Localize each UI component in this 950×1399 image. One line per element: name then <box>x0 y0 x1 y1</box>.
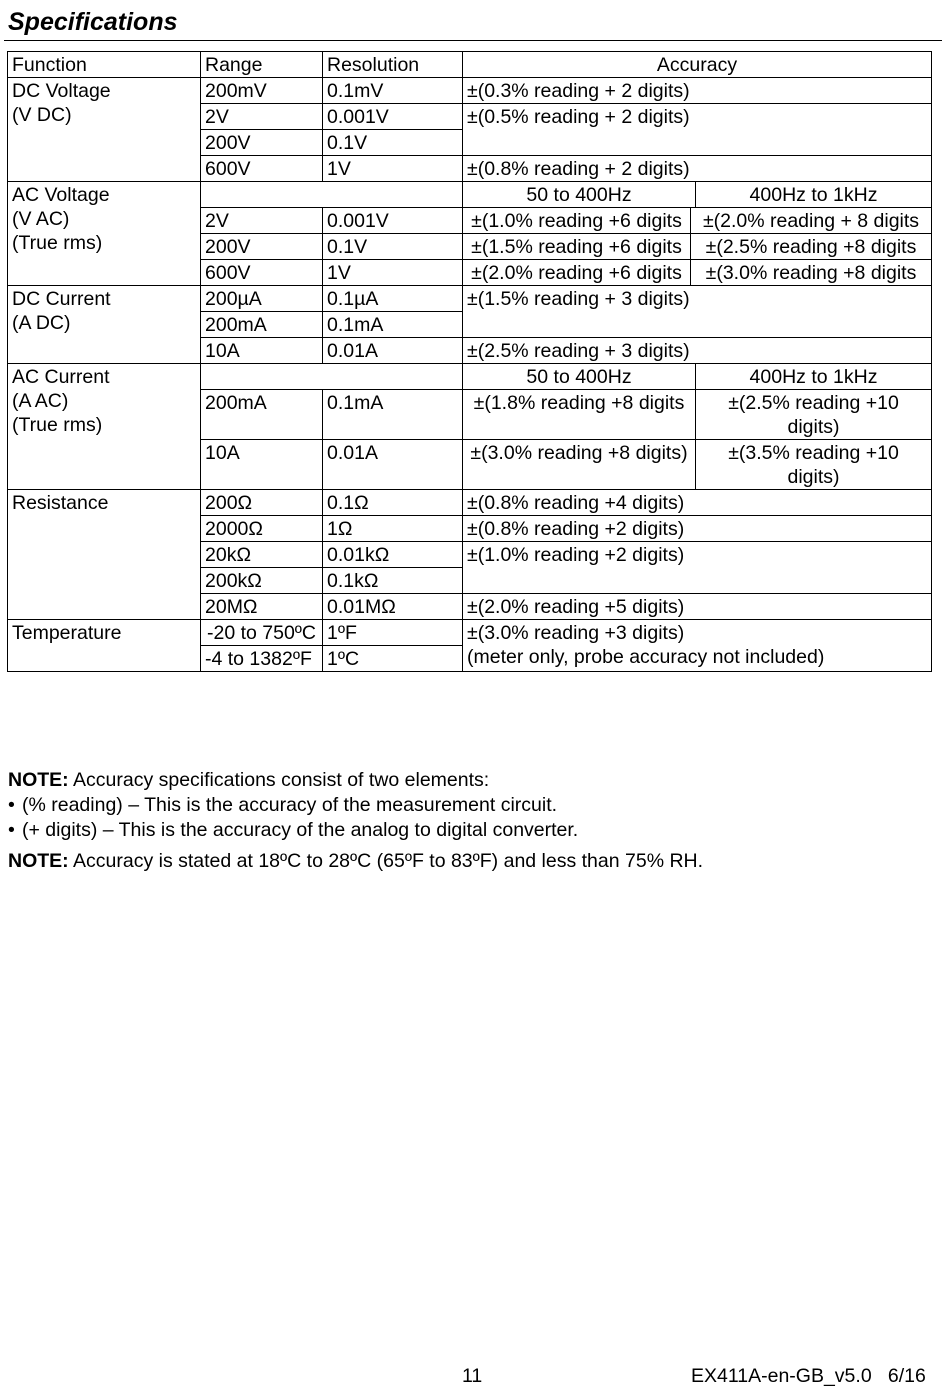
range-cell: 200Ω <box>201 490 323 516</box>
resolution-cell: 0.1kΩ <box>323 568 463 594</box>
frequency-band-high: 400Hz to 1kHz <box>696 364 932 390</box>
range-cell: 2000Ω <box>201 516 323 542</box>
table-row <box>8 364 932 390</box>
resolution-cell: 0.1V <box>323 130 463 156</box>
accuracy-cell: ±(0.3% reading + 2 digits) <box>463 78 932 104</box>
resolution-cell: 0.01A <box>323 338 463 364</box>
frequency-band-low: 50 to 400Hz <box>463 182 696 208</box>
accuracy-cell: ±(2.5% reading + 3 digits) <box>463 338 932 364</box>
resolution-cell: 0.001V <box>323 104 463 130</box>
accuracy-cell: ±(1.0% reading +2 digits) <box>463 542 932 594</box>
accuracy-low-cell: ±(3.0% reading +8 digits) <box>463 440 696 490</box>
note-text: Accuracy specifications consist of two elements: <box>68 769 490 791</box>
bullet-text: (+ digits) – This is the accuracy of the analog to digital converter. <box>22 819 579 841</box>
function-ac-current <box>8 364 201 490</box>
resolution-cell: 1V <box>323 156 463 182</box>
accuracy-cell: ±(0.8% reading +4 digits) <box>463 490 932 516</box>
accuracy-cell <box>463 620 932 672</box>
resolution-cell: 0.1µA <box>323 286 463 312</box>
document-id: EX411A-en-GB_v5.0 6/16 <box>691 1365 926 1387</box>
page-number: 11 <box>462 1365 483 1387</box>
bullet-icon: • <box>8 794 15 816</box>
accuracy-high-cell: ±(2.5% reading +8 digits <box>691 234 932 260</box>
range-cell: -20 to 750ºC <box>201 620 323 646</box>
function-ac-voltage <box>8 182 201 286</box>
resolution-cell: 0.01MΩ <box>323 594 463 620</box>
range-cell: 200mV <box>201 78 323 104</box>
function-dc-voltage <box>8 78 201 182</box>
resolution-cell: 0.1mV <box>323 78 463 104</box>
header-accuracy: Accuracy <box>463 52 932 78</box>
range-cell: 200kΩ <box>201 568 323 594</box>
bullet-text: (% reading) – This is the accuracy of the measurement circuit. <box>22 794 558 816</box>
page-title: Specifications <box>8 8 178 36</box>
note-text: Accuracy is stated at 18ºC to 28ºC (65ºF to 83ºF) and less than 75% RH. <box>68 850 704 872</box>
function-abbrev: (A AC) <box>12 390 69 412</box>
function-resistance <box>8 490 201 620</box>
range-cell: 200V <box>201 234 323 260</box>
frequency-band-high: 400Hz to 1kHz <box>696 182 932 208</box>
frequency-band-low: 50 to 400Hz <box>463 364 696 390</box>
table-header-row <box>8 52 932 78</box>
table-row <box>8 78 932 104</box>
function-abbrev: (A DC) <box>12 312 71 334</box>
resolution-cell: 0.1V <box>323 234 463 260</box>
bullet-item <box>8 818 938 843</box>
empty-cell <box>201 364 463 390</box>
resolution-cell: 0.1Ω <box>323 490 463 516</box>
function-name: AC Voltage <box>12 184 110 206</box>
function-abbrev: (V DC) <box>12 104 72 126</box>
range-cell: 600V <box>201 156 323 182</box>
range-cell: 10A <box>201 440 323 490</box>
resolution-cell: 0.1mA <box>323 312 463 338</box>
table-row <box>8 286 932 312</box>
notes-section <box>8 768 938 874</box>
resolution-cell: 1ºF <box>323 620 463 646</box>
accuracy-low-cell: ±(1.8% reading +8 digits <box>463 390 696 440</box>
function-note: (True rms) <box>12 232 103 254</box>
header-resolution: Resolution <box>323 52 463 78</box>
accuracy-low-cell: ±(1.5% reading +6 digits <box>463 234 691 260</box>
table-row <box>8 490 932 516</box>
function-name: DC Current <box>12 288 111 310</box>
function-name: AC Current <box>12 366 110 388</box>
range-cell: 2V <box>201 208 323 234</box>
title-divider <box>4 40 942 41</box>
table-row <box>8 620 932 646</box>
function-note: (True rms) <box>12 414 103 436</box>
accuracy-cell: ±(2.0% reading +5 digits) <box>463 594 932 620</box>
resolution-cell: 0.1mA <box>323 390 463 440</box>
accuracy-low-cell: ±(1.0% reading +6 digits <box>463 208 691 234</box>
header-range: Range <box>201 52 323 78</box>
accuracy-high-cell: ±(2.5% reading +10 digits) <box>696 390 932 440</box>
function-name: DC Voltage <box>12 80 111 102</box>
accuracy-low-cell: ±(2.0% reading +6 digits <box>463 260 691 286</box>
range-cell: -4 to 1382ºF <box>201 646 323 672</box>
range-cell: 200mA <box>201 312 323 338</box>
range-cell: 600V <box>201 260 323 286</box>
bullet-icon: • <box>8 819 15 841</box>
accuracy-footnote: (meter only, probe accuracy not included) <box>467 646 825 668</box>
note-label: NOTE: <box>8 850 69 872</box>
note-label: NOTE: <box>8 769 69 791</box>
function-abbrev: (V AC) <box>12 208 70 230</box>
accuracy-cell: ±(1.5% reading + 3 digits) <box>463 286 932 338</box>
resolution-cell: 0.01A <box>323 440 463 490</box>
range-cell: 10A <box>201 338 323 364</box>
range-cell: 2V <box>201 104 323 130</box>
header-function: Function <box>8 52 201 78</box>
note-accuracy-elements <box>8 768 938 793</box>
resolution-cell: 1Ω <box>323 516 463 542</box>
empty-cell <box>201 182 463 208</box>
function-dc-current <box>8 286 201 364</box>
function-name: Resistance <box>12 492 109 514</box>
table-row <box>8 182 932 208</box>
bullet-item <box>8 793 938 818</box>
accuracy-cell: ±(0.8% reading + 2 digits) <box>463 156 932 182</box>
accuracy-high-cell: ±(3.0% reading +8 digits <box>691 260 932 286</box>
resolution-cell: 0.01kΩ <box>323 542 463 568</box>
range-cell: 200V <box>201 130 323 156</box>
range-cell: 20kΩ <box>201 542 323 568</box>
accuracy-cell: ±(0.8% reading +2 digits) <box>463 516 932 542</box>
function-temperature <box>8 620 201 672</box>
accuracy-high-cell: ±(3.5% reading +10 digits) <box>696 440 932 490</box>
accuracy-line: ±(3.0% reading +3 digits) <box>467 622 685 644</box>
resolution-cell: 1ºC <box>323 646 463 672</box>
range-cell: 200mA <box>201 390 323 440</box>
resolution-cell: 0.001V <box>323 208 463 234</box>
accuracy-high-cell: ±(2.0% reading + 8 digits <box>691 208 932 234</box>
resolution-cell: 1V <box>323 260 463 286</box>
note-conditions <box>8 849 938 874</box>
specifications-table <box>7 51 932 672</box>
range-cell: 200µA <box>201 286 323 312</box>
accuracy-cell: ±(0.5% reading + 2 digits) <box>463 104 932 156</box>
range-cell: 20MΩ <box>201 594 323 620</box>
function-name: Temperature <box>12 622 122 644</box>
